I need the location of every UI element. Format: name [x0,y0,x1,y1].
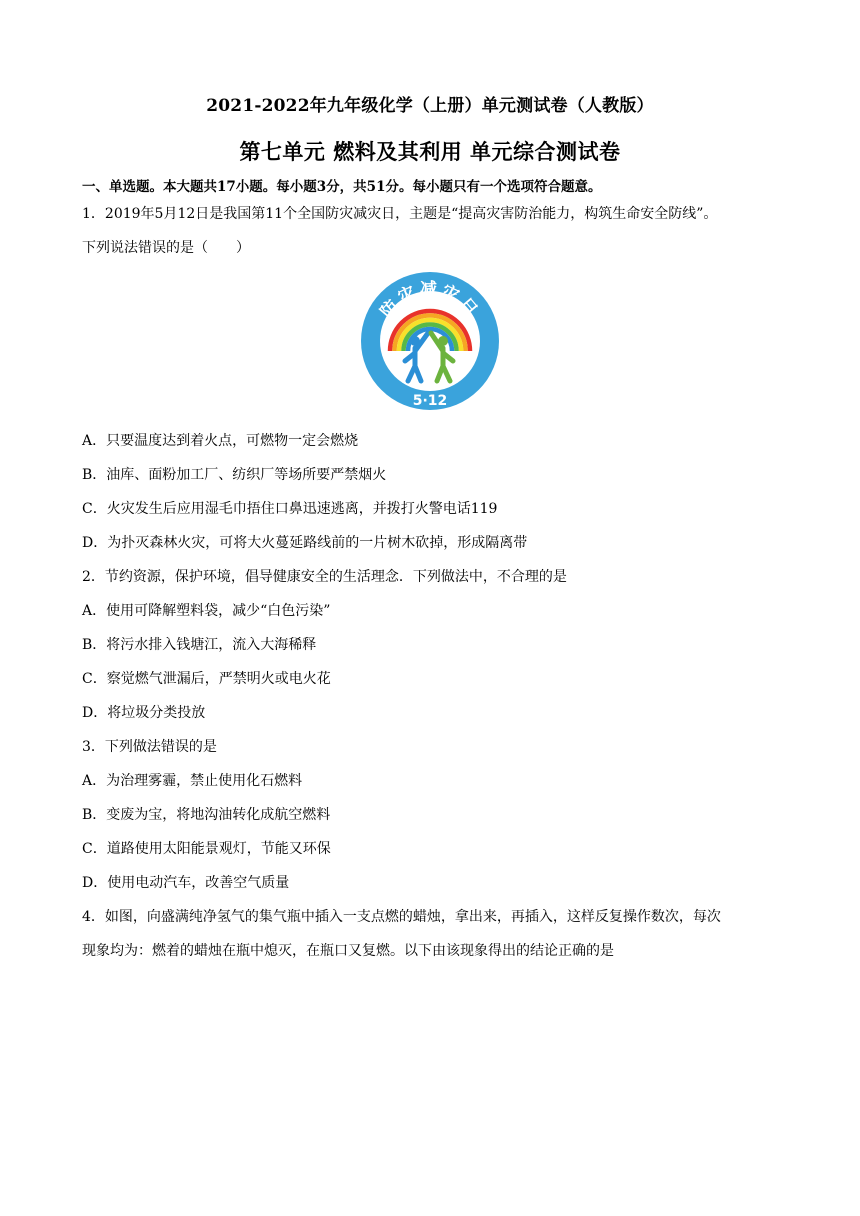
logo-text-top: 防灾减灾日 [376,280,484,323]
logo-text-bottom: 5·12 [412,393,448,409]
question-4-stem-line-2: 现象均为：燃着的蜡烛在瓶中熄灭，在瓶口又复燃。以下由该现象得出的结论正确的是 [82,943,614,959]
document-title: 2021-2022年九年级化学（上册）单元测试卷（人教版） [206,96,654,116]
question-2-option-b: B．将污水排入钱塘江，流入大海稀释 [82,637,317,653]
question-1-stem-line-2: 下列说法错误的是（ ） [82,240,250,256]
question-3-option-d: D．使用电动汽车，改善空气质量 [82,875,290,891]
question-3-option-a: A．为治理雾霾，禁止使用化石燃料 [82,773,303,789]
question-2-option-c: C．察觉燃气泄漏后，严禁明火或电火花 [82,671,331,687]
question-1-option-d: D．为扑灭森林火灾，可将大火蔓延路线前的一片树木砍掉，形成隔离带 [82,535,528,551]
question-3-stem: 3．下列做法错误的是 [82,739,217,755]
section-heading: 一、单选题。本大题共17小题。每小题3分，共51分。每小题只有一个选项符合题意。 [82,179,602,195]
question-2-stem: 2．节约资源，保护环境，倡导健康安全的生活理念．下列做法中，不合理的是 [82,569,567,585]
question-3-option-c: C．道路使用太阳能景观灯，节能又环保 [82,841,331,857]
question-2-option-a: A．使用可降解塑料袋，减少“白色污染” [82,603,331,619]
question-1-option-c: C．火灾发生后应用湿毛巾捂住口鼻迅速逃离，并拨打火警电话119 [82,501,498,517]
document-subtitle: 第七单元 燃料及其利用 单元综合测试卷 [239,139,621,164]
disaster-prevention-day-logo [360,271,500,411]
question-4-stem-line-1: 4．如图，向盛满纯净氢气的集气瓶中插入一支点燃的蜡烛，拿出来，再插入，这样反复操作数次，每次 [82,909,721,925]
question-2-option-d: D．将垃圾分类投放 [82,705,206,721]
question-1-option-a: A．只要温度达到着火点，可燃物一定会燃烧 [82,433,359,449]
question-3-option-b: B．变废为宝，将地沟油转化成航空燃料 [82,807,331,823]
question-1-stem-line-1: 1．2019年5月12日是我国第11个全国防灾减灾日，主题是“提高灾害防治能力，构筑生命安全防线”。 [82,206,718,222]
question-1-option-b: B．油库、面粉加工厂、纺织厂等场所要严禁烟火 [82,467,387,483]
